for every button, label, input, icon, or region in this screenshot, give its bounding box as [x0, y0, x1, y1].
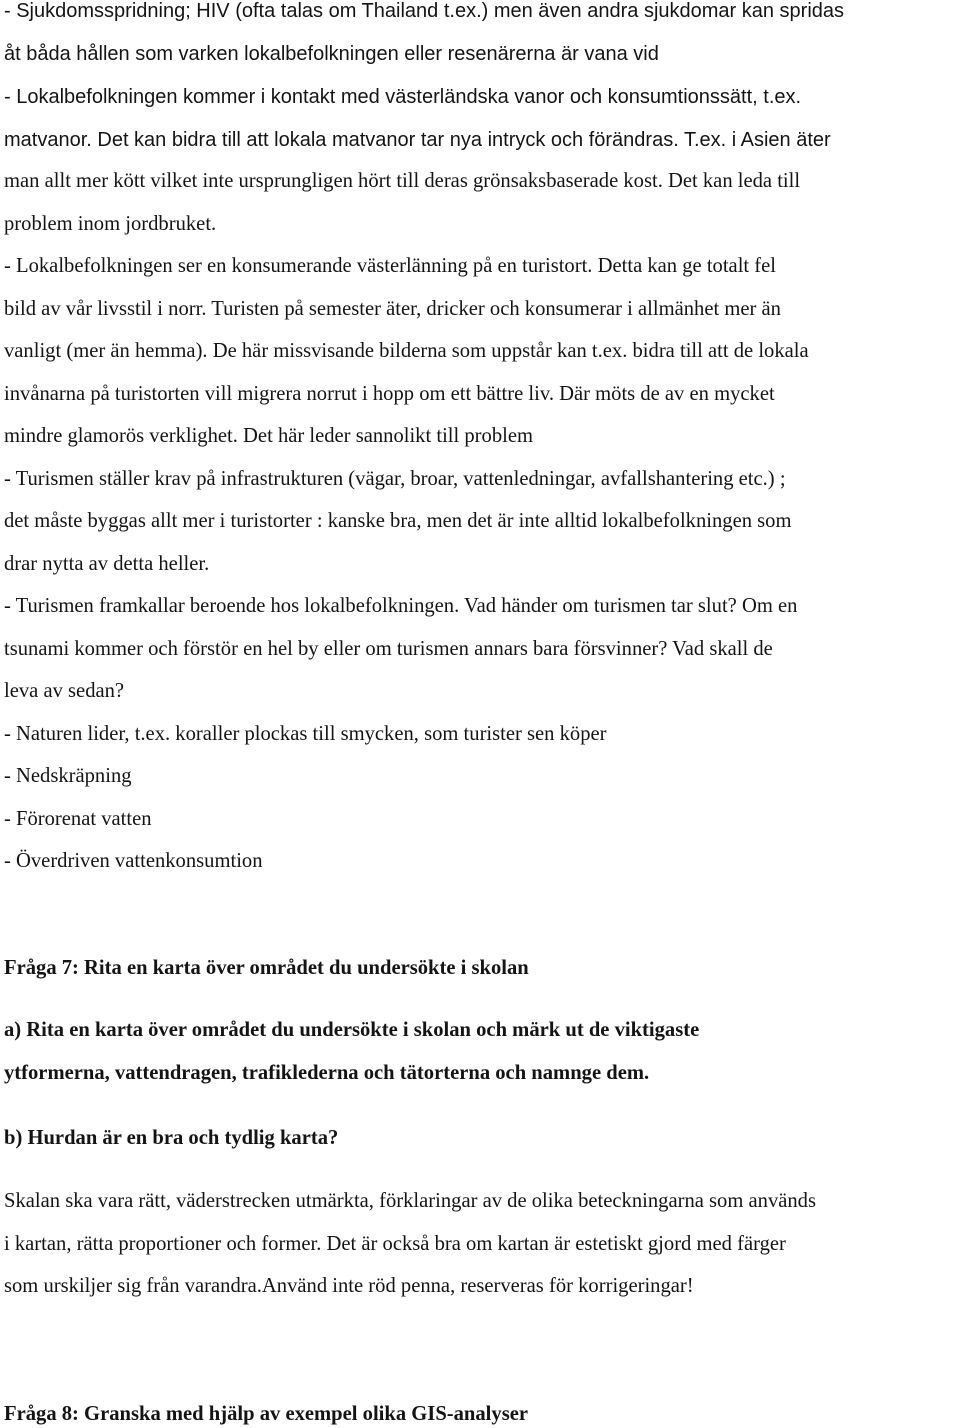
text-line: - Nedskräpning — [4, 765, 132, 787]
text-line: mindre glamorös verklighet. Det här leder sannolikt till problem — [4, 425, 534, 447]
answer-line: i kartan, rätta proportioner och former. Det är också bra om kartan är estetiskt gjord med färger — [4, 1233, 786, 1255]
text-line: problem inom jordbruket. — [4, 213, 217, 235]
answer-line: Skalan ska vara rätt, väderstrecken utmärkta, förklaringar av de olika beteckningarna som används — [4, 1190, 816, 1212]
text-line: tsunami kommer och förstör en hel by eller om turismen annars bara försvinner? Vad skall de — [4, 638, 773, 660]
text-line: drar nytta av detta heller. — [4, 553, 210, 575]
text-line: matvanor. Det kan bidra till att lokala matvanor tar nya intryck och förändras. T.ex. i Asien äter — [4, 129, 831, 151]
text-line: vanligt (mer än hemma). De här missvisande bilderna som uppstår kan t.ex. bidra till att de lokala — [4, 340, 809, 362]
text-line: - Överdriven vattenkonsumtion — [4, 850, 263, 872]
question-7-heading: Fråga 7: Rita en karta över området du undersökte i skolan — [4, 957, 529, 979]
text-line: bild av vår livsstil i norr. Turisten på semester äter, dricker och konsumerar i allmänhet mer än — [4, 298, 781, 320]
question-7b-line: b) Hurdan är en bra och tydlig karta? — [4, 1127, 339, 1149]
answer-line: som urskiljer sig från varandra.Använd inte röd penna, reserveras för korrigeringar! — [4, 1275, 694, 1297]
text-line: leva av sedan? — [4, 680, 125, 702]
text-line: - Förorenat vatten — [4, 808, 152, 830]
text-line: - Naturen lider, t.ex. koraller plockas till smycken, som turister sen köper — [4, 723, 607, 745]
question-7a-line: ytformerna, vattendragen, trafiklederna och tätorterna och namnge dem. — [4, 1062, 650, 1084]
text-line: - Lokalbefolkningen kommer i kontakt med västerländska vanor och konsumtionssätt, t.ex. — [4, 86, 802, 108]
text-line: det måste byggas allt mer i turistorter : kanske bra, men det är inte alltid lokalbefolkningen som — [4, 510, 792, 532]
text-line: man allt mer kött vilket inte ursprungligen hört till deras grönsaksbaserade kost. Det kan leda till — [4, 170, 801, 192]
text-line: - Lokalbefolkningen ser en konsumerande västerlänning på en turistort. Detta kan ge totalt fel — [4, 255, 777, 277]
text-line: - Sjukdomsspridning; HIV (ofta talas om Thailand t.ex.) men även andra sjukdomar kan spridas — [4, 0, 845, 22]
text-line: åt båda hållen som varken lokalbefolkningen eller resenärerna är vana vid — [4, 43, 659, 65]
text-line: invånarna på turistorten vill migrera norrut i hopp om ett bättre liv. Där möts de av en mycket — [4, 383, 775, 405]
question-7a-line: a) Rita en karta över området du undersökte i skolan och märk ut de viktigaste — [4, 1019, 700, 1041]
text-line: - Turismen ställer krav på infrastrukturen (vägar, broar, vattenledningar, avfallshantering etc.) ; — [4, 468, 786, 490]
question-8-heading: Fråga 8: Granska med hjälp av exempel olika GIS-analyser — [4, 1403, 528, 1425]
text-line: - Turismen framkallar beroende hos lokalbefolkningen. Vad händer om turismen tar slut? Om en — [4, 595, 798, 617]
